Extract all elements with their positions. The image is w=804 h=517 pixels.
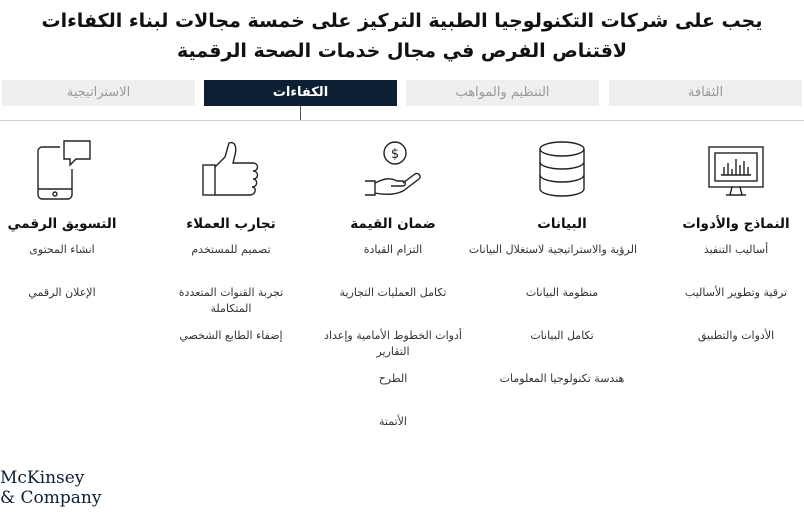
- list-item: انشاء المحتوى: [29, 243, 95, 256]
- list-item: تكامل العمليات التجارية: [339, 286, 447, 299]
- list-item: هندسة تكنولوجيا المعلومات: [499, 372, 625, 385]
- divider-line: [0, 120, 804, 121]
- list-item: تصميم للمستخدم: [191, 243, 271, 256]
- list-item: الأدوات والتطبيق: [697, 329, 775, 342]
- list-item: التزام القيادة: [363, 243, 423, 256]
- list-item: ترقية وتطوير الأساليب: [684, 286, 788, 299]
- column-title: النماذج والأدوات: [682, 216, 790, 232]
- column-value-assurance: [318, 130, 468, 457]
- list-item: إضفاء الطابع الشخصي: [179, 329, 283, 342]
- list-item: الأتمتة: [379, 415, 407, 428]
- column-title: البيانات: [537, 216, 587, 232]
- monitor-chart-icon: [661, 130, 804, 208]
- tab-connector-line: [300, 106, 301, 120]
- column-title: تجارب العملاء: [186, 216, 276, 232]
- list-item: تجربة القنوات المتعددة المتكاملة: [178, 286, 284, 315]
- list-item: أساليب التنفيذ: [703, 243, 769, 256]
- tab-organization-talent[interactable]: التنظيم والمواهب: [406, 80, 599, 106]
- column-customer-experience: [156, 130, 306, 371]
- tab-bar: [0, 80, 804, 106]
- list-item: منظومة البيانات: [525, 286, 599, 299]
- column-title: ضمان القيمة: [350, 216, 436, 232]
- thumbs-up-icon: [156, 130, 306, 208]
- list-item: تكامل البيانات: [530, 329, 594, 342]
- tab-strategy[interactable]: الاستراتيجية: [2, 80, 195, 106]
- list-item: أدوات الخطوط الأمامية وإعداد التقارير: [324, 329, 462, 358]
- list-item: الإعلان الرقمي: [28, 286, 96, 299]
- column-data: [468, 130, 637, 414]
- smartphone-chat-icon: [0, 130, 137, 208]
- tab-capabilities[interactable]: الكفاءات: [204, 80, 397, 106]
- list-item: الرؤية والاستراتيجية لاستغلال البيانات: [468, 243, 637, 256]
- hand-coin-icon: [318, 130, 468, 208]
- list-item: الطرح: [378, 372, 408, 385]
- column-digital-marketing: [0, 130, 137, 328]
- column-models-tools: [661, 130, 804, 371]
- logo-line-2: & Company: [0, 488, 102, 508]
- logo-line-1: McKinsey: [0, 468, 85, 488]
- database-icon: [487, 130, 637, 208]
- mckinsey-logo: [0, 468, 101, 508]
- column-title: التسويق الرقمي: [7, 216, 117, 232]
- tab-culture[interactable]: الثقافة: [609, 80, 802, 106]
- svg-text:$: $: [390, 147, 400, 162]
- page-title: يجب على شركات التكنولوجيا الطبية التركيز على خمسة مجالات لبناء الكفاءات لاقتناص الفرص في مجال خدمات الصحة الرقمية: [41, 10, 763, 62]
